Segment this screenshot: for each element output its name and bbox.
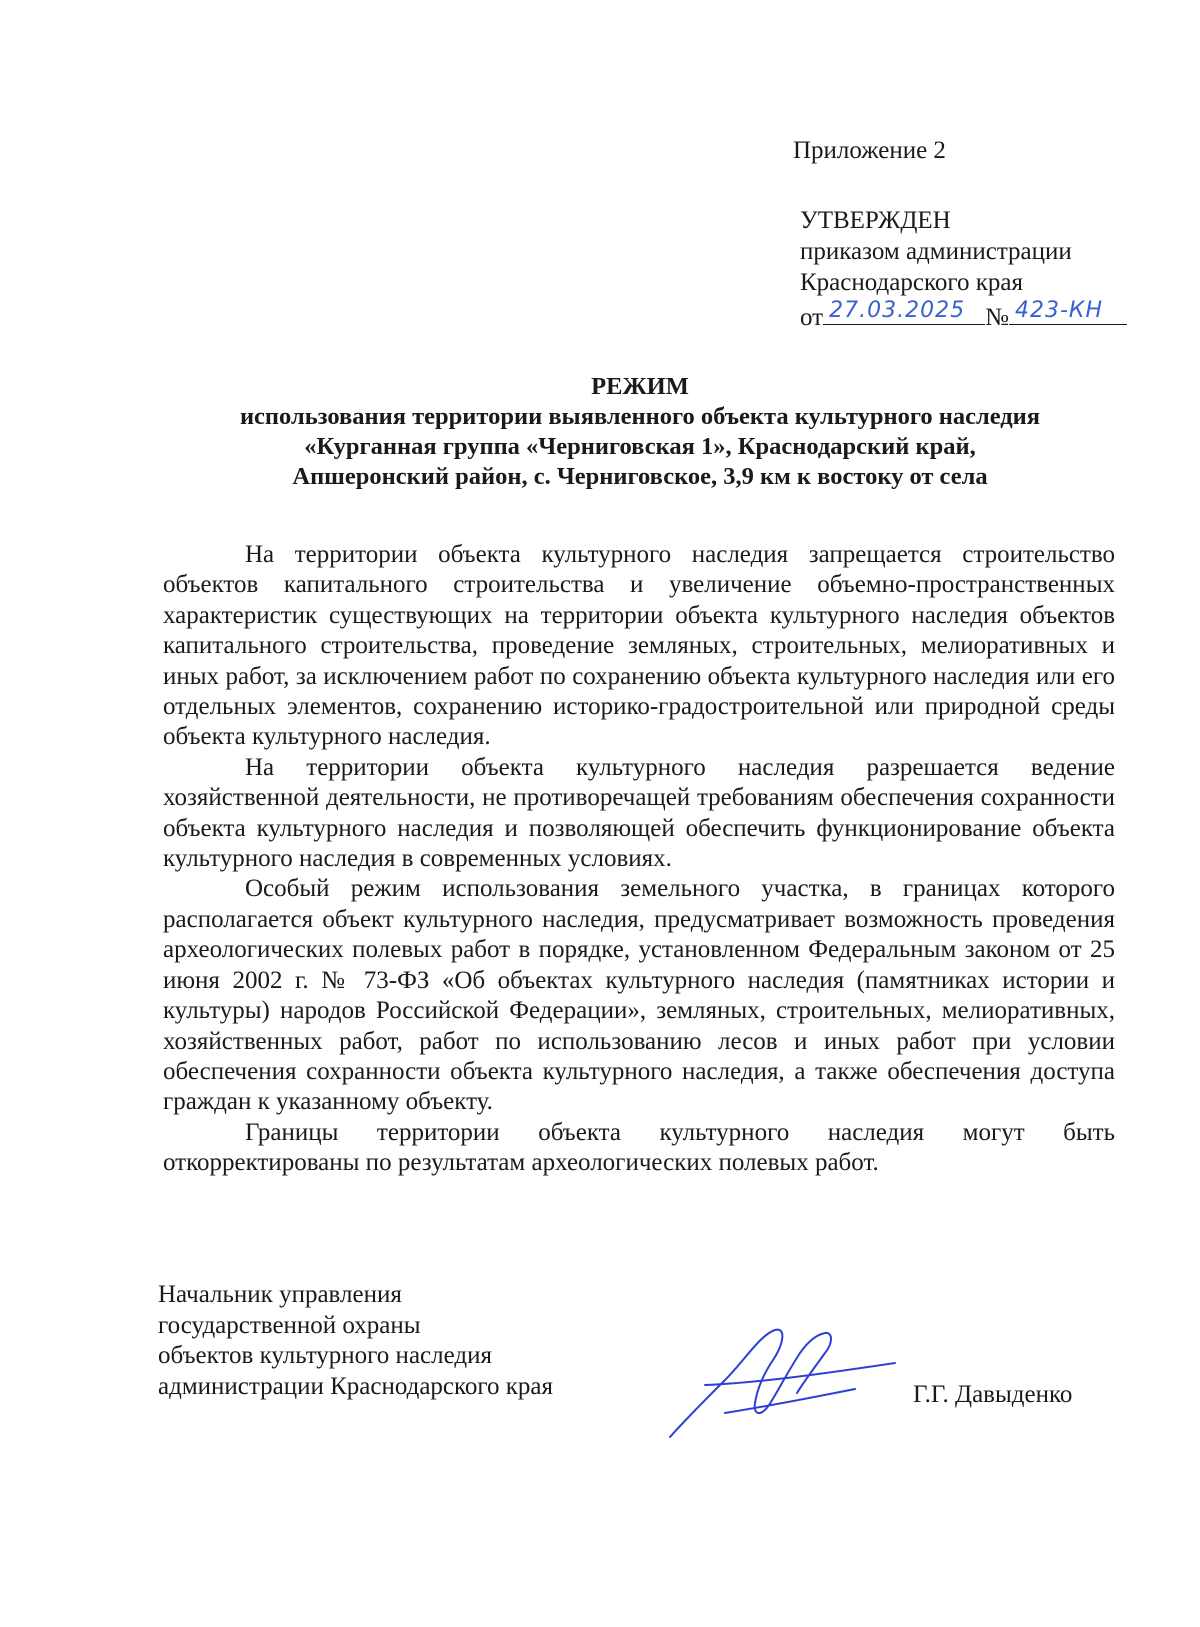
date-prefix: от [800, 304, 824, 331]
number-sign: № [985, 304, 1009, 331]
paragraph-1: На территории объекта культурного наследия запрещается строительство объектов капитального строительства и увеличение объемно-пространственных характеристик существующих на территории объекта культурного наследия объектов капитального строительства, проведение земляных, строительных, мелиоративных и иных работ, за исключением работ по сохранению объекта культурного наследия или его отдельных элементов, сохранению историко-градостроительной или природной среды объекта культурного наследия. [163, 541, 1115, 751]
title-line-2: «Курганная группа «Черниговская 1», Краснодарский край, [304, 433, 976, 460]
handwritten-number: 423-КН [1014, 298, 1104, 323]
title-line-3: Апшеронский район, с. Черниговское, 3,9 км к востоку от села [292, 463, 988, 490]
title-heading: РЕЖИМ [591, 373, 689, 400]
handwritten-signature [665, 1325, 905, 1445]
date-field [823, 298, 985, 325]
approval-line-2: Краснодарского края [800, 269, 1023, 296]
paragraph-2: На территории объекта культурного наследия разрешается ведение хозяйственной деятельности, не противоречащей требованиям обеспечения сохранности объекта культурного наследия и позволяющей обеспечить функционирование объекта культурного наследия в современных условиях. [163, 753, 1115, 873]
signer-name: Г.Г. Давыденко [913, 1381, 1073, 1408]
approval-title: УТВЕРЖДЕН [800, 207, 951, 234]
number-field [1009, 298, 1127, 325]
signer-position-line-1: Начальник управления [158, 1281, 402, 1308]
approval-block [800, 205, 1127, 333]
approval-date-line [800, 298, 1127, 333]
signer-position-line-3: объектов культурного наследия [158, 1342, 492, 1369]
paragraph-3: Особый режим использования земельного участка, в границах которого располагается объект культурного наследия, предусматривает возможность проведения археологических полевых работ в порядке, установленном Федеральным законом от 25 июня 2002 г. № 73-ФЗ «Об объектах культурного наследия (памятниках истории и культуры) народов Российской Федерации», земляных, строительных, мелиоративных, хозяйственных работ, работ по использованию лесов и иных работ при условии обеспечения сохранности объекта культурного наследия, а также обеспечения доступа граждан к указанному объекту. [163, 875, 1115, 1116]
document-title [160, 372, 1120, 492]
signer-position [158, 1280, 553, 1402]
handwritten-date: 27.03.2025 [829, 298, 966, 323]
document-body [163, 540, 1115, 1179]
signer-position-line-4: администрации Краснодарского края [158, 1372, 554, 1400]
paragraph-4: Границы территории объекта культурного наследия могут быть откорректированы по результатам археологических полевых работ. [163, 1118, 1115, 1177]
signer-position-line-2: государственной охраны [158, 1311, 421, 1339]
approval-line-1: приказом администрации [800, 238, 1072, 265]
title-line-1: использования территории выявленного объекта культурного наследия [239, 403, 1041, 430]
appendix-label: Приложение 2 [793, 137, 946, 164]
